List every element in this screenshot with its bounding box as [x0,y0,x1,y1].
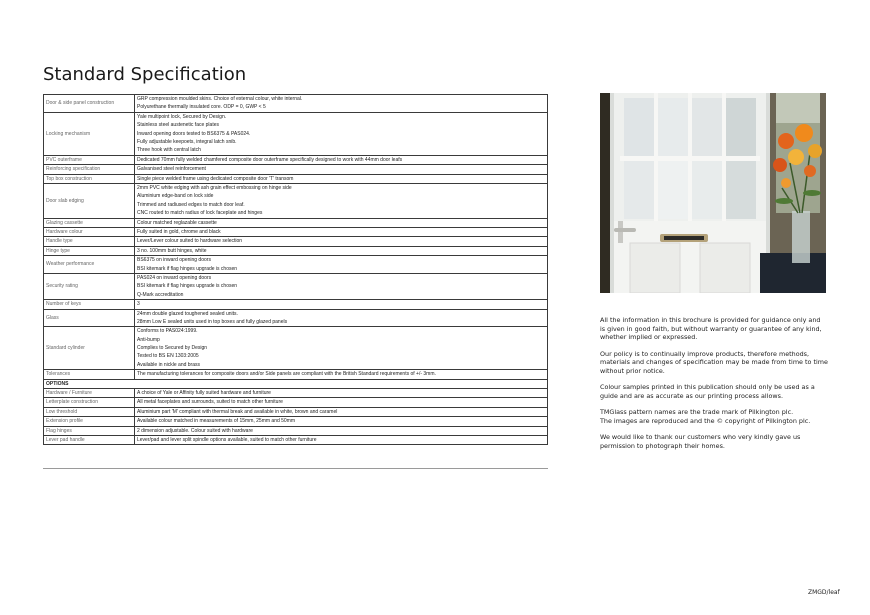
options-heading: OPTIONS [44,379,548,388]
specification-table-body [44,95,548,445]
spec-value [135,327,548,370]
spec-label: Extension profile [44,417,135,426]
spec-value-line: Fully suited in gold, chrome and black [137,228,221,235]
table-row [44,227,548,236]
spec-value [135,436,548,445]
spec-value-line: Tested to BS EN 1303:2005 [137,353,199,360]
spec-value [135,256,548,274]
disclaimer-trademark: TMGlass pattern names are the trade mark of Pilkington plc. The images are reproduced and the © copyright of Pilkington plc. [600,408,811,425]
footer-code: ZMGD/leaf [808,589,840,596]
spec-value [135,398,548,407]
spec-value-line: Conforms to PAS024:1999. [137,328,198,335]
spec-value-line: Aluminium edge-band on lock side [137,193,214,200]
spec-label: Handle type [44,237,135,246]
spec-value [135,95,548,113]
spec-label: Flag hinges [44,426,135,435]
disclaimer-policy: Our policy is to continually improve products, therefore methods, materials and changes of specification may be made from time to time without prior notice. [600,349,828,375]
table-row [44,174,548,183]
spec-label: PVC outerframe [44,155,135,164]
spec-value [135,218,548,227]
spec-value-line: Available colour matched in measurements of 15mm, 25mm and 50mm [137,418,296,425]
table-row [44,436,548,445]
spec-label: Standard cylinder [44,327,135,370]
table-row [44,256,548,274]
spec-label: Reinforcing specification [44,165,135,174]
spec-value-line: CNC routed to match radius of lock faceplate and hinges [137,210,263,217]
spec-value-line: Available in nickle and brass [137,361,201,368]
table-row [44,112,548,155]
spec-value [135,389,548,398]
spec-value-line: Lever/pad and lever split spindle options available, suited to match other furniture [137,437,317,444]
disclaimer-text [600,316,830,450]
spec-label: Door & side panel construction [44,95,135,113]
disclaimer-colour-samples: Colour samples printed in this publication should only be used as a guide and are as accurate as our printing process allows. [600,383,815,400]
table-row [44,95,548,113]
spec-value-line: All metal faceplates and surrounds, suited to match other furniture [137,399,283,406]
spec-label: Low threshold [44,407,135,416]
spec-value [135,237,548,246]
disclaimer-thanks: We would like to thank our customers who very kindly gave us permission to photograph their homes. [600,433,801,450]
table-row [44,218,548,227]
spec-label: Top box construction [44,174,135,183]
spec-value-line: BSI kitemark if flag hinges upgrade is chosen [137,265,238,272]
spec-value-line: Galvanised steel reinforcement [137,166,206,173]
spec-value-line: Trimmed and radiused edges to match door leaf. [137,201,245,208]
spec-value [135,246,548,255]
table-row [44,300,548,309]
spec-value-line: Yale multipoint lock, Secured by Design. [137,113,227,120]
table-row [44,426,548,435]
spec-value-line: Colour matched reglazable cassette [137,219,217,226]
spec-value [135,174,548,183]
spec-value-line: PAS024 on inward opening doors [137,274,212,281]
spec-label: Tolerances [44,370,135,379]
options-heading-row [44,379,548,388]
table-row [44,246,548,255]
spec-label: Glass [44,309,135,327]
table-row [44,183,548,218]
spec-value-line: Dedicated 70mm fully welded chamfered composite door outerframe specifically designed to work with 44mm door leafs [137,156,403,163]
spec-value [135,227,548,236]
table-row [44,155,548,164]
table-row [44,389,548,398]
spec-value-line: Three hook with central latch [137,147,201,154]
spec-value-line: The manufacturing tolerances for composite doors and/or Side panels are compliant with the British Standard requirements of +/- 3mm. [137,371,436,378]
spec-value [135,300,548,309]
spec-value-line: 3 [137,301,140,308]
table-bottom-rule [43,468,548,469]
spec-label: Glazing cassette [44,218,135,227]
spec-value [135,155,548,164]
spec-label: Hardware / Furniture [44,389,135,398]
door-photo-illustration [600,93,826,293]
spec-value-line: Polyurethane thermally insulated core. ODP = 0, GWP < 5 [137,104,266,111]
spec-value [135,165,548,174]
page-title: Standard Specification [43,64,247,85]
door-photo [600,93,826,293]
specification-table [43,94,548,445]
table-row [44,398,548,407]
table-row [44,309,548,327]
table-row [44,273,548,299]
spec-label: Door slab edging [44,183,135,218]
spec-label: Security rating [44,273,135,299]
spec-value [135,407,548,416]
table-row [44,407,548,416]
table-row [44,327,548,370]
spec-value-line: GRP compression moulded skins. Choice of external colour, white internal. [137,96,303,102]
disclaimer-guidance: All the information in this brochure is provided for guidance only and is given in good faith, but without warranty or guarantee of any kind, whether implied or expressed. [600,316,822,341]
spec-value [135,309,548,327]
spec-value-line: Aluminium part 'M' compliant with thermal break and available in white, brown and caramel [137,408,338,415]
spec-value-line: BS6375 on inward opening doors [137,257,211,264]
spec-value-line: 3 no. 100mm butt hinges, white [137,247,207,254]
table-row [44,165,548,174]
spec-label: Lever pad handle [44,436,135,445]
table-row [44,417,548,426]
spec-label: Letterplate construction [44,398,135,407]
spec-label: Locking mechanism [44,112,135,155]
spec-value-line: Anti-bump [137,336,160,343]
table-row [44,370,548,379]
spec-value-line: Complies to Secured by Design [137,345,208,352]
spec-value-line: A choice of Yale or Affinity fully suited hardware and furniture [137,390,271,397]
spec-value-line: 2 dimension adjustable. Colour suited with hardware [137,427,253,434]
table-row [44,237,548,246]
spec-value [135,426,548,435]
spec-value-line: 2mm PVC white edging with ash grain effect embossing on hinge side [137,184,292,191]
spec-value [135,183,548,218]
spec-value-line: 28mm Low E sealed units used in top boxes and fully glazed panels [137,318,288,325]
spec-value-line: Lever/Lever colour suited to hardware selection [137,238,243,245]
spec-value-line: Single piece welded frame using dedicated composite door 'T' transom [137,175,294,182]
spec-value [135,417,548,426]
spec-label: Hardware colour [44,227,135,236]
spec-value [135,112,548,155]
spec-value [135,273,548,299]
spec-value-line: Q-Mark accreditation [137,291,184,298]
spec-value-line: Stainless steel austenetic face plates [137,122,219,129]
spec-value-line: Inward opening doors tested to BS6375 & PAS024. [137,130,251,137]
spec-value-line: Fully adjustable keepoets, integral latch snib. [137,138,237,145]
spec-value [135,370,548,379]
spec-label: Hinge type [44,246,135,255]
spec-label: Weather performance [44,256,135,274]
spec-value-line: BSI kitemark if flag hinges upgrade is chosen [137,283,238,290]
spec-value-line: 24mm double glazed toughened sealed units. [137,310,238,317]
spec-label: Number of keys [44,300,135,309]
